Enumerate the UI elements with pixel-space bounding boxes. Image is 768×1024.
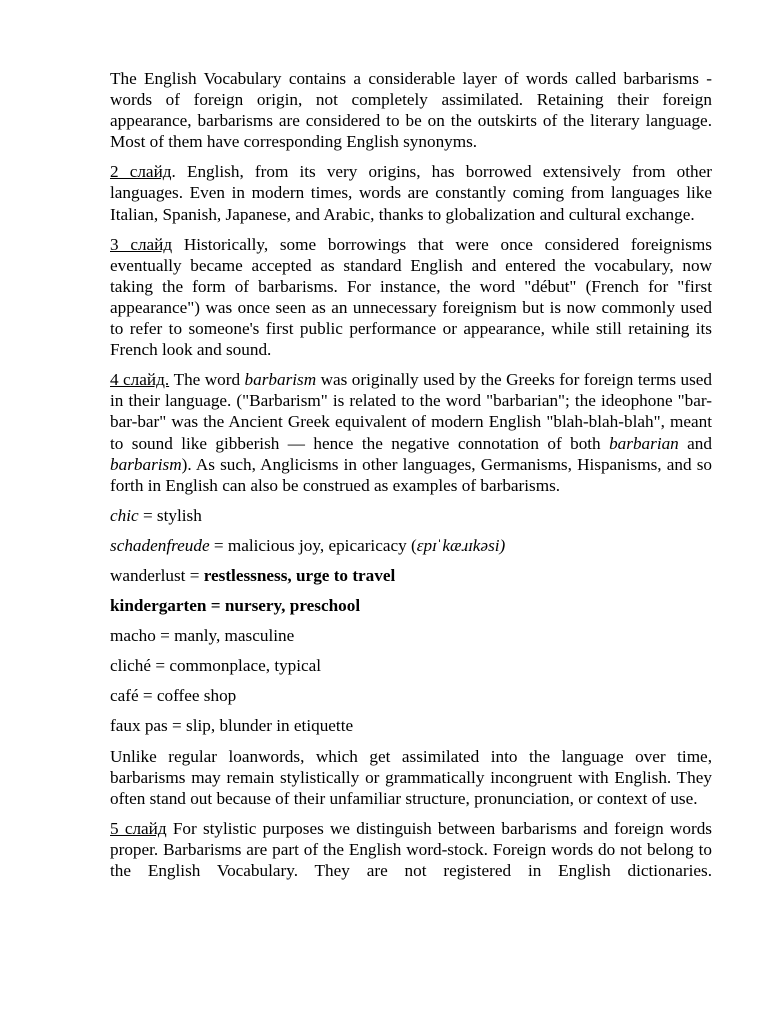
document-page <box>110 68 712 890</box>
paragraph-text: Historically, some borrowings that were once considered foreignisms eventually became accepted as standard English and entered the vocabulary, now taking the form of barbarisms. For instance, the word "début" (French for "first appearance") was once seen as an unnecessary foreignism but is now commonly used to refer to someone's first public performance or appearance, while still retaining its French look and sound. <box>110 234 712 360</box>
example-meaning: = malicious joy, epicaricacy ( <box>209 535 417 555</box>
example-meaning: = stylish <box>138 505 202 525</box>
paragraph-slide-2 <box>110 161 712 224</box>
example-meaning: restlessness, urge to travel <box>203 565 396 585</box>
paragraph-text: The word <box>169 370 245 390</box>
paragraph-slide-4 <box>110 369 712 496</box>
example-word: chic <box>110 505 139 525</box>
example-schadenfreude <box>110 535 712 556</box>
italic-term: barbarian <box>609 433 679 453</box>
paragraph-slide-3 <box>110 234 712 361</box>
paragraph-slide-5 <box>110 818 712 881</box>
example-cliche: cliché = commonplace, typical <box>110 656 322 676</box>
paragraph-text: For stylistic purposes we distinguish between barbarisms and foreign words proper. Barbarisms are part of the English word-stock. Foreign words do not belong to the English Vocabulary. They are not registered in English dictionaries. <box>110 818 712 880</box>
paragraph-text: and <box>678 433 712 453</box>
italic-term: barbarism <box>244 370 317 390</box>
example-wanderlust <box>110 565 712 586</box>
slide-label: 4 слайд. <box>110 370 170 390</box>
example-ipa: ɛpɪˈkæɹɪkəsi) <box>416 535 506 555</box>
paragraph-text: ). As such, Anglicisms in other languages, Germanisms, Hispanisms, and so forth in English can also be construed as examples of barbarisms. <box>110 454 712 495</box>
example-macho: macho = manly, masculine <box>110 626 295 646</box>
example-chic <box>110 505 712 526</box>
paragraph-text: was originally used by the Greeks for foreign terms used in their language. ("Barbarism" is related to the word "barbarian"; the ideophone "bar-bar-bar" was the Ancient Greek equivalent of modern English "blah-blah-blah", meant to sound like gibberish — hence the negative connotation of both <box>110 370 712 453</box>
example-kindergarten <box>110 595 712 616</box>
example-word: schadenfreude <box>110 535 210 555</box>
example-cafe: café = coffee shop <box>110 686 237 706</box>
paragraph-loanwords: Unlike regular loanwords, which get assimilated into the language over time, barbarisms may remain stylistically or grammatically incongruent with English. They often stand out because of their unfamiliar structure, pronunciation, or context of use. <box>110 746 712 808</box>
example-faux-pas: faux pas = slip, blunder in etiquette <box>110 716 354 736</box>
slide-label: 5 слайд <box>110 818 167 838</box>
slide-label: 3 слайд <box>110 234 173 254</box>
example-word: wanderlust = <box>110 565 204 585</box>
example-text: kindergarten = nursery, preschool <box>110 596 361 616</box>
paragraph-text: . English, from its very origins, has borrowed extensively from other languages. Even in modern times, words are constantly coming from languages like Italian, Spanish, Japanese, and Arabic, thanks to globalization and cultural exchange. <box>110 162 712 224</box>
paragraph-intro: The English Vocabulary contains a considerable layer of words called barbarisms - words of foreign origin, not completely assimilated. Retaining their foreign appearance, barbarisms are considered to be on the outskirts of the literary language. Most of them have corresponding English synonyms. <box>110 69 712 152</box>
slide-label: 2 слайд <box>110 162 172 182</box>
italic-term: barbarism <box>110 454 182 474</box>
